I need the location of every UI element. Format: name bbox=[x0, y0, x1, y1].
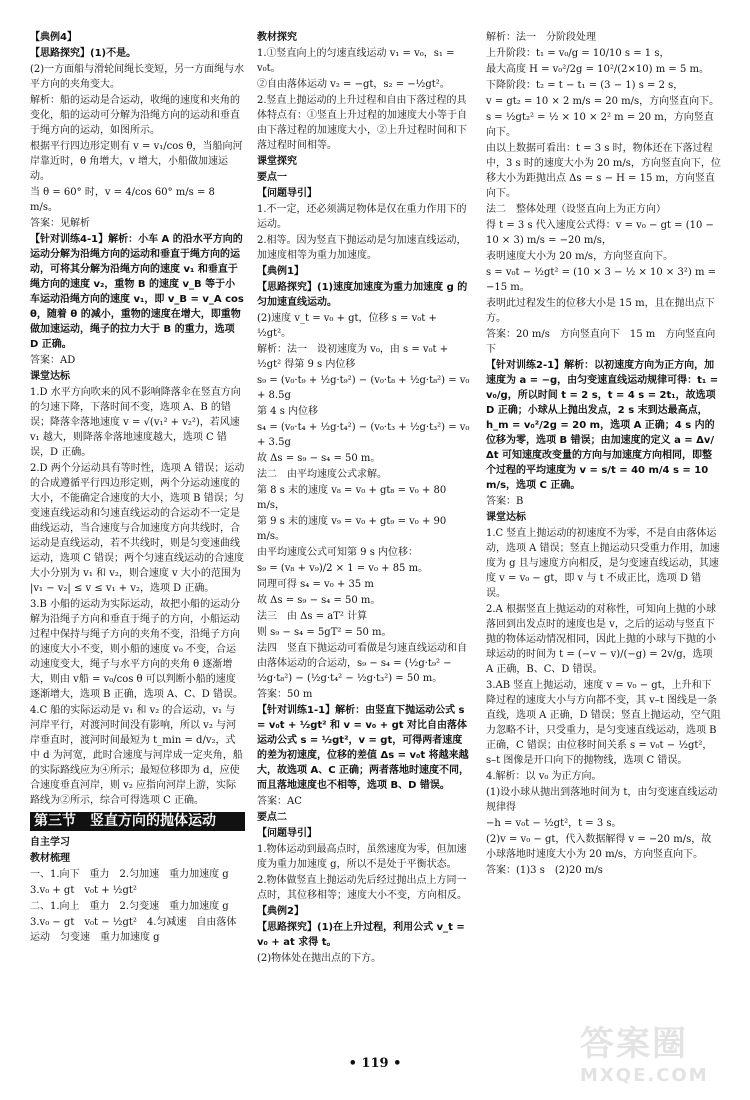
col1_tail-paragraph: 一、1.向下 重力 2.匀加速 重力加速度 g bbox=[30, 869, 229, 880]
col1-paragraph: 当 θ = 60° 时，v = 4/cos 60° m/s = 8 m/s。 bbox=[30, 187, 215, 213]
col1-paragraph: 解析：船的运动是合运动，收绳的速度和夹角的变化，船的运动可分解为沿绳方向的运动和垂直于绳方向的运动，如图所示。 bbox=[30, 95, 240, 136]
col2-paragraph: 2.竖直上抛运动的上升过程和自由下落过程的具体特点有：①竖直上升过程的加速度大小等于自由下落过程的加速度大小，②上升过程时间和下落过程时间相等。 bbox=[257, 95, 467, 151]
col1-paragraph: 【针对训练4-1】解析：小车 A 的沿水平方向的运动分解为沿绳方向的运动和垂直于绳方向的运动，可将其分解为沿绳方向的速度 v₁ 和垂直于绳方向的速度 v₂，重物 B 的速度 v_B 等于小车运动沿绳方向的速度 v₁，即 v_B = v_A cos θ，随着 θ 的减小，重物的速度在增大，即重物做加速运动，绳子的拉力大于 B 的重力，选项 D 正确。 bbox=[30, 234, 244, 350]
section-title: 第三节 竖直方向的抛体运动 bbox=[30, 812, 245, 831]
col2-paragraph: 由平均速度公式可知第 9 s 内位移： bbox=[257, 547, 419, 558]
col2-paragraph: 2.物体做竖直上抛运动先后经过抛出点上方同一点时，其位移相等；速度大小不变，方向相反。 bbox=[257, 875, 467, 901]
col3-paragraph: 1.C 竖直上抛运动的初速度不为零，不是自由落体运动，选项 A 错误；竖直上抛运动只受重力作用，加速度为 g 且与速度方向相反，是匀变速直线运动，其速度 v = v₀ − gt，即 v 与 t 不成正比，选项 D 错误。 bbox=[486, 528, 720, 599]
col3-paragraph: s = v₀t − ½gt² = (10 × 3 − ½ × 10 × 3²) m = −15 m。 bbox=[486, 267, 716, 293]
col1-paragraph: 课堂达标 bbox=[30, 371, 70, 382]
col2-paragraph: 课堂探究 bbox=[257, 156, 297, 167]
col3-paragraph: 解析：法一 分阶段处理 bbox=[486, 32, 596, 43]
col2-paragraph: 1.物体运动到最高点时，虽然速度为零，但加速度为重力加速度 g，所以不是处于平衡状态。 bbox=[257, 844, 467, 870]
col1-paragraph: 3.B 小船的运动为实际运动，故把小船的运动分解为沿绳子方向和垂直于绳子的方向，小船运动过程中保持与绳子方向的夹角不变，沿绳子方向的速度大小不变，则小船的速度 v₀ 不变，合运动速度变大，绳子与水平方向的夹角 θ 逐渐增大，则由 v船 = v₀/cos θ 可以判断小船的速度逐渐增大，选项 B 正确，选项 A、C、D 错误。 bbox=[30, 599, 243, 700]
col1-paragraph: 根据平行四边形定则有 v = v₁/cos θ，当船向河岸靠近时，θ 角增大，v 增大，小船做加速运动。 bbox=[30, 141, 243, 182]
col3-paragraph: 下降阶段：t₂ = t − t₁ = (3 − 1) s = 2 s， bbox=[486, 80, 684, 91]
col3-paragraph: 得 t = 3 s 代入速度公式得：v = v₀ − gt = (10 − 10 × 3) m/s = −20 m/s， bbox=[486, 220, 714, 246]
col3-paragraph: 课堂达标 bbox=[486, 512, 526, 523]
col2-paragraph: ②自由落体运动 v₂ = −gt，s₂ = −½gt²。 bbox=[257, 79, 450, 90]
col2-paragraph: 第 8 s 末的速度 v₈ = v₀ + gt₈ = v₀ + 80 m/s， bbox=[257, 485, 447, 511]
col1_tail-paragraph: 3.v₀ + gt v₀t + ½gt² bbox=[30, 885, 137, 896]
col2-paragraph: 故 Δs = s₉ − s₄ = 50 m。 bbox=[257, 595, 381, 606]
col2-paragraph: 1.不一定，还必须满足物体是仅在重力作用下的运动。 bbox=[257, 204, 467, 230]
col1-paragraph: 答案：AD bbox=[30, 355, 76, 366]
column-middle bbox=[257, 30, 472, 967]
col1-paragraph: 4.C 船的实际运动是 v₁ 和 v₂ 的合运动，v₁ 与河岸平行，对渡河时间没有影响，所以 v₂ 与河岸垂直时，渡河时间最短为 t_min = d/v₂，式中 d 为河宽，此时合速度与河岸成一定夹角，船的实际路线应为④所示；最短位移即为 d，应使合速度垂直河岸，则 v₂ 应指向河岸上游，实际路线为②所示，综合可得选项 C 正确。 bbox=[30, 705, 243, 806]
col2-paragraph: 同理可得 s₄ = v₀ + 35 m bbox=[257, 579, 374, 590]
column-right-paragraphs bbox=[486, 30, 721, 878]
column-left bbox=[30, 30, 245, 946]
col3-paragraph: 答案：20 m/s 方向竖直向下 15 m 方向竖直向下 bbox=[486, 329, 716, 355]
col3-paragraph: 答案：B bbox=[486, 496, 524, 507]
col1_tail-paragraph: 教材梳理 bbox=[30, 853, 70, 864]
col3-paragraph: 表明速度大小为 20 m/s，方向竖直向下。 bbox=[486, 251, 674, 262]
column-middle-paragraphs bbox=[257, 30, 472, 966]
col3-paragraph: 上升阶段：t₁ = v₀/g = 10/10 s = 1 s， bbox=[486, 48, 670, 59]
col3-paragraph: 由以上数据可看出：t = 3 s 时，物体还在下落过程中，3 s 时的速度大小为 20 m/s，方向竖直向下，位移大小为距抛出点 Δs = s − H = 15 m，方向竖直向下。 bbox=[486, 143, 721, 199]
col2-paragraph: 要点一 bbox=[257, 172, 287, 183]
col2-paragraph: 【思路探究】(1)速度加速度为重力加速度 g 的匀加速直线运动。 bbox=[257, 282, 468, 308]
col1-paragraph: (2)一方面船与滑轮间绳长变短，另一方面绳与水平方向的夹角变大。 bbox=[30, 64, 245, 90]
col2-paragraph: 【典例1】 bbox=[257, 266, 304, 277]
col3-paragraph: s = ½gt₂² = ½ × 10 × 2² m = 20 m，方向竖直向下。 bbox=[486, 112, 714, 138]
col2-paragraph: 则 s₉ − s₄ = 5gT² = 50 m。 bbox=[257, 627, 392, 638]
col2-paragraph: 法三 由 Δs = aT² 计算 bbox=[257, 611, 368, 622]
col1_tail-paragraph: 二、1.向上 重力 2.匀变速 重力加速度 g bbox=[30, 901, 229, 912]
column-left-tail bbox=[30, 835, 245, 945]
col3-paragraph: 【针对训练2-1】解析：以初速度方向为正方向，加速度为 a = −g，由匀变速直线运动规律可得：t₁ = v₀/g，所以时间 t = 2 s，t = 4 s = 2t₁，故选项 D 正确；小球从上抛出发点，2 s 末到达最高点，h_m = v₀²/2g = 20 m，选项 A 正确；4 s 内的位移为零，选项 B 错误；由加速度的定义 a = Δv/Δt 可知速度改变量的方向与加速度方向相同，即整个过程的平均速度为 v = s/t = 40 m/4 s = 10 m/s，选项 C 正确。 bbox=[486, 360, 719, 491]
col2-paragraph: 第 9 s 末的速度 v₉ = v₀ + gt₉ = v₀ + 90 m/s。 bbox=[257, 516, 447, 542]
col2-paragraph: 【问题导引】 bbox=[257, 828, 317, 839]
col3-paragraph: −h = v₀t − ½gt²，t = 3 s。 bbox=[486, 818, 622, 829]
col1-paragraph: 【典例4】 bbox=[30, 32, 77, 43]
col2-paragraph: 故 Δs = s₉ − s₄ = 50 m。 bbox=[257, 453, 381, 464]
col1_tail-paragraph: 自主学习 bbox=[30, 837, 70, 848]
col1-paragraph: 【思路探究】(1)不是。 bbox=[30, 48, 137, 59]
watermark-logo bbox=[580, 1016, 730, 1086]
col2-paragraph: 教材探究 bbox=[257, 32, 297, 43]
col2-paragraph: (2)速度 v_t = v₀ + gt，位移 s = v₀t + ½gt²。 bbox=[257, 313, 437, 339]
col2-paragraph: 【思路探究】(1)在上升过程，利用公式 v_t = v₀ + at 求得 t。 bbox=[257, 922, 465, 948]
col2-paragraph: 法四 竖直下抛运动可看做是匀速直线运动和自由落体运动的合运动，s₉ − s₄ = (½g·t₉² − ½g·t₈²) − (½g·t₄² − ½g·t₃²) = 50 m。 bbox=[257, 643, 467, 684]
col2-paragraph: 法二 由平均速度公式求解。 bbox=[257, 469, 387, 480]
column-left-paragraphs bbox=[30, 30, 245, 808]
col3-paragraph: (1)设小球从抛出到落地时间为 t，由匀变速直线运动规律得 bbox=[486, 787, 718, 813]
col3-paragraph: 2.A 根据竖直上抛运动的对称性，可知向上抛的小球落回到出发点时的速度也是 v，之后的运动与竖直下抛的物体运动情况相同，因此上抛的小球与下抛的小球运动的时间为 t = (−v − v)/(−g) = 2v/g，选项 A 正确，B、C、D 错误。 bbox=[486, 604, 716, 675]
col3-paragraph: (2)v = v₀ − gt，代入数据解得 v = −20 m/s，故小球落地时速度大小为 20 m/s，方向竖直向下。 bbox=[486, 834, 712, 860]
col2-paragraph: s₉ = (v₈ + v₉)/2 × 1 = v₀ + 85 m。 bbox=[257, 563, 429, 574]
col2-paragraph: 第 4 s 内位移 bbox=[257, 406, 319, 417]
col2-paragraph: 【针对训练1-1】解析：由竖直下抛运动公式 s = v₀t + ½gt² 和 v = v₀ + gt 对比自由落体运动公式 s = ½gt²，v = gt，可得两者速度的差为初速度，位移的差值 Δs = v₀t 将越来越大，故选项 A、C 正确；两者落地时速度不同，而且落地速度也不相等，选项 B、D 错误。 bbox=[257, 705, 470, 791]
col2-paragraph: 【典例2】 bbox=[257, 906, 304, 917]
col3-paragraph: 表明此过程发生的位移大小是 15 m，且在抛出点下方。 bbox=[486, 298, 715, 324]
watermark-bottom: MXQE.COM bbox=[580, 1065, 709, 1086]
col3-paragraph: 法二 整体处理（设竖直向上为正方向） bbox=[486, 204, 666, 215]
col1-paragraph: 2.D 两个分运动具有等时性，选项 A 错误；运动的合成遵循平行四边形定则，两个分运动速度的大小，不能确定合速度的大小，选项 B 错误；匀变速直线运动和匀速直线运动的合运动不一定是曲线运动，当合速度与合加速度方向共线时，合运动是直线运动，若不共线时，则是匀变速曲线运动，选项 C 错误；两个匀速直线运动的合速度大小分别为 v₁ 和 v₂，则合速度 v 大小的范围为 |v₁ − v₂| ≤ v ≤ v₁ + v₂，选项 D 正确。 bbox=[30, 463, 245, 594]
col1-paragraph: 答案：见解析 bbox=[30, 218, 90, 229]
col2-paragraph: 解析：法一 设初速度为 v₀，由 s = v₀t + ½gt² 得第 9 s 内位移 bbox=[257, 344, 449, 370]
col3-paragraph: 最大高度 H = v₀²/2g = 10²/(2×10) m = 5 m。 bbox=[486, 64, 709, 75]
column-right bbox=[486, 30, 721, 879]
col2-paragraph: 2.相等。因为竖直下抛运动是匀加速直线运动，加速度相等为重力加速度。 bbox=[257, 235, 467, 261]
col2-paragraph: s₄ = (v₀·t₄ + ½g·t₄²) − (v₀·t₃ + ½g·t₃²) = v₀ + 3.5g bbox=[257, 422, 470, 448]
col2-paragraph: 要点二 bbox=[257, 812, 287, 823]
col2-paragraph: 【问题导引】 bbox=[257, 188, 317, 199]
col2-paragraph: 1.①竖直向上的匀速直线运动 v₁ = v₀，s₁ = v₀t。 bbox=[257, 48, 455, 74]
watermark-top: 答案圈 bbox=[580, 1024, 688, 1064]
col1_tail-paragraph: 3.v₀ − gt v₀t − ½gt² 4.匀减速 自由落体运动 匀变速 重力加速度 g bbox=[30, 917, 237, 943]
col2-paragraph: (2)物体处在抛出点的下方。 bbox=[257, 953, 382, 964]
col3-paragraph: 3.AB 竖直上抛运动，速度 v = v₀ − gt，上升和下降过程的速度大小与方向都不变，其 v–t 图线是一条直线，选项 A 正确，D 错误；竖直上抛运动，空气阻力忽略不计，只受重力，是匀变速直线运动，选项 B 正确，C 错误；由位移时间关系 s = v₀t − ½gt²，s–t 图像是开口向下的抛物线，选项 C 错误。 bbox=[486, 680, 721, 766]
col2-paragraph: 答案：50 m bbox=[257, 689, 313, 700]
col2-paragraph: s₉ = (v₀·t₉ + ½g·t₉²) − (v₀·t₈ + ½g·t₈²) = v₀ + 8.5g bbox=[257, 375, 470, 401]
col2-paragraph: 答案：AC bbox=[257, 796, 302, 807]
col3-paragraph: 4.解析：以 v₀ 为正方向。 bbox=[486, 771, 602, 782]
col1-paragraph: 1.D 水平方向吹来的风不影响降落伞在竖直方向的匀速下降，下落时间不变，选项 A、B 的错误；降落伞落地速度 v = √(v₁² + v₂²)，若风速 v₁ 越大，则降落伞落地速度越大，选项 C 错误，D 正确。 bbox=[30, 387, 241, 458]
col3-paragraph: v = gt₂ = 10 × 2 m/s = 20 m/s，方向竖直向下。 bbox=[486, 96, 720, 107]
page-number: • 119 • bbox=[348, 1056, 402, 1071]
col3-paragraph: 答案：(1)3 s (2)20 m/s bbox=[486, 865, 603, 876]
